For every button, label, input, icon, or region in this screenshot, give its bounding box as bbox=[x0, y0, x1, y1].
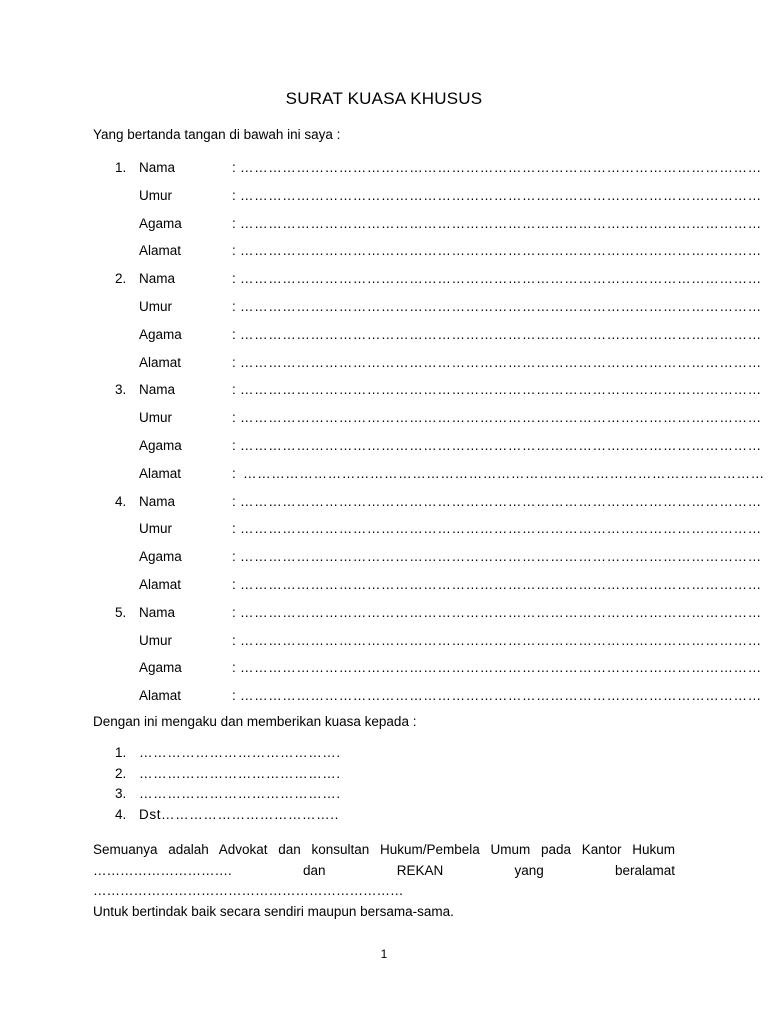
closing-paragraph bbox=[93, 840, 675, 922]
field-colon: : bbox=[232, 493, 236, 509]
field-colon: : bbox=[232, 271, 236, 287]
field-colon: : bbox=[232, 299, 236, 314]
field-blank-line: ………………………………………………………………………………………………… bbox=[240, 604, 762, 620]
field-label-agama: Agama bbox=[139, 549, 182, 565]
field-label-umur: Umur bbox=[139, 632, 172, 648]
field-label-agama: Agama bbox=[139, 438, 182, 453]
field-colon: : bbox=[232, 160, 236, 175]
field-label-nama: Nama bbox=[139, 493, 176, 509]
field-blank-line: ………………………………………………………………………………………………… bbox=[240, 660, 762, 676]
field-blank-line: ………………………………………………………………………………………………… bbox=[240, 632, 762, 648]
field-blank-line: ………………………………………………………………………………………………… bbox=[240, 187, 762, 203]
field-label-alamat: Alamat bbox=[139, 354, 182, 370]
representative-blank: ……………………………………. bbox=[139, 765, 341, 781]
field-blank-line: ………………………………………………………………………………………………… bbox=[240, 438, 762, 453]
field-colon: : bbox=[232, 215, 236, 231]
representative-number: 3. bbox=[115, 786, 127, 802]
field-colon: : bbox=[232, 465, 236, 481]
field-label-alamat: Alamat bbox=[139, 577, 182, 592]
field-label-alamat: Alamat bbox=[139, 465, 182, 481]
field-colon: : bbox=[232, 549, 236, 565]
field-label-umur: Umur bbox=[139, 187, 172, 203]
field-colon: : bbox=[232, 354, 236, 370]
field-label-nama: Nama bbox=[139, 604, 176, 620]
field-colon: : bbox=[232, 632, 236, 648]
page-number: 1 bbox=[380, 947, 388, 961]
field-label-agama: Agama bbox=[139, 660, 182, 676]
representative-number: 4. bbox=[115, 807, 127, 823]
field-blank-line: ………………………………………………………………………………………………… bbox=[240, 215, 762, 231]
field-blank-line: ………………………………………………………………………………………………… bbox=[240, 549, 762, 565]
field-label-alamat: Alamat bbox=[139, 243, 182, 259]
field-colon: : bbox=[232, 438, 236, 453]
field-blank-line: ………………………………………………………………………………………………… bbox=[240, 410, 762, 426]
field-colon: : bbox=[232, 660, 236, 676]
representative-number: 1. bbox=[115, 745, 127, 760]
field-colon: : bbox=[232, 410, 236, 426]
party-number: 5. bbox=[115, 604, 127, 620]
field-colon: : bbox=[232, 604, 236, 620]
field-blank-line: ………………………………………………………………………………………………… bbox=[240, 493, 762, 509]
representative-blank: ……………………………………. bbox=[139, 745, 341, 760]
field-blank-line: ………………………………………………………………………………………………… bbox=[240, 577, 762, 592]
field-colon: : bbox=[232, 688, 236, 704]
representative-blank: Dst……………………………….. bbox=[139, 807, 339, 823]
field-blank-line: ………………………………………………………………………………………………… bbox=[243, 465, 765, 481]
field-blank-line: ………………………………………………………………………………………………… bbox=[240, 354, 762, 370]
representative-blank: ……………………………………. bbox=[139, 786, 341, 802]
field-label-umur: Umur bbox=[139, 410, 172, 426]
field-label-umur: Umur bbox=[139, 299, 172, 314]
field-colon: : bbox=[232, 243, 236, 259]
field-colon: : bbox=[232, 521, 236, 537]
field-colon: : bbox=[232, 187, 236, 203]
field-label-nama: Nama bbox=[139, 160, 176, 175]
field-label-nama: Nama bbox=[139, 382, 176, 398]
field-colon: : bbox=[232, 326, 236, 342]
party-number: 2. bbox=[115, 271, 127, 287]
field-label-alamat: Alamat bbox=[139, 688, 182, 704]
field-label-agama: Agama bbox=[139, 215, 182, 231]
intro-text: Yang bertanda tangan di bawah ini saya : bbox=[93, 127, 341, 142]
party-number: 1. bbox=[115, 160, 127, 175]
field-blank-line: ………………………………………………………………………………………………… bbox=[240, 271, 762, 287]
field-label-agama: Agama bbox=[139, 326, 182, 342]
closing-line-3: Untuk bertindak baik secara sendiri maupun bersama-sama. bbox=[93, 903, 454, 919]
field-blank-line: ………………………………………………………………………………………………… bbox=[240, 326, 762, 342]
field-blank-line: ………………………………………………………………………………………………… bbox=[240, 688, 762, 704]
closing-line-1: Semuanya adalah Advokat dan konsultan Hukum/Pembela Umum pada Kantor Hukum bbox=[93, 842, 675, 857]
representative-number: 2. bbox=[115, 765, 127, 781]
document-title: SURAT KUASA KHUSUS bbox=[285, 89, 483, 108]
party-number: 4. bbox=[115, 493, 127, 509]
field-blank-line: ………………………………………………………………………………………………… bbox=[240, 521, 762, 537]
party-number: 3. bbox=[115, 382, 127, 398]
field-blank-line: ………………………………………………………………………………………………… bbox=[240, 382, 762, 398]
section-delegation-text: Dengan ini mengaku dan memberikan kuasa kepada : bbox=[93, 714, 417, 729]
field-label-umur: Umur bbox=[139, 521, 172, 537]
field-colon: : bbox=[232, 382, 236, 398]
closing-line-2: …………………………. dan REKAN yang beralamat …………………………………………………………… bbox=[93, 862, 675, 898]
field-blank-line: ………………………………………………………………………………………………… bbox=[240, 160, 762, 175]
field-blank-line: ………………………………………………………………………………………………… bbox=[240, 243, 762, 259]
field-colon: : bbox=[232, 577, 236, 592]
field-label-nama: Nama bbox=[139, 271, 176, 287]
field-blank-line: ………………………………………………………………………………………………… bbox=[240, 299, 762, 314]
